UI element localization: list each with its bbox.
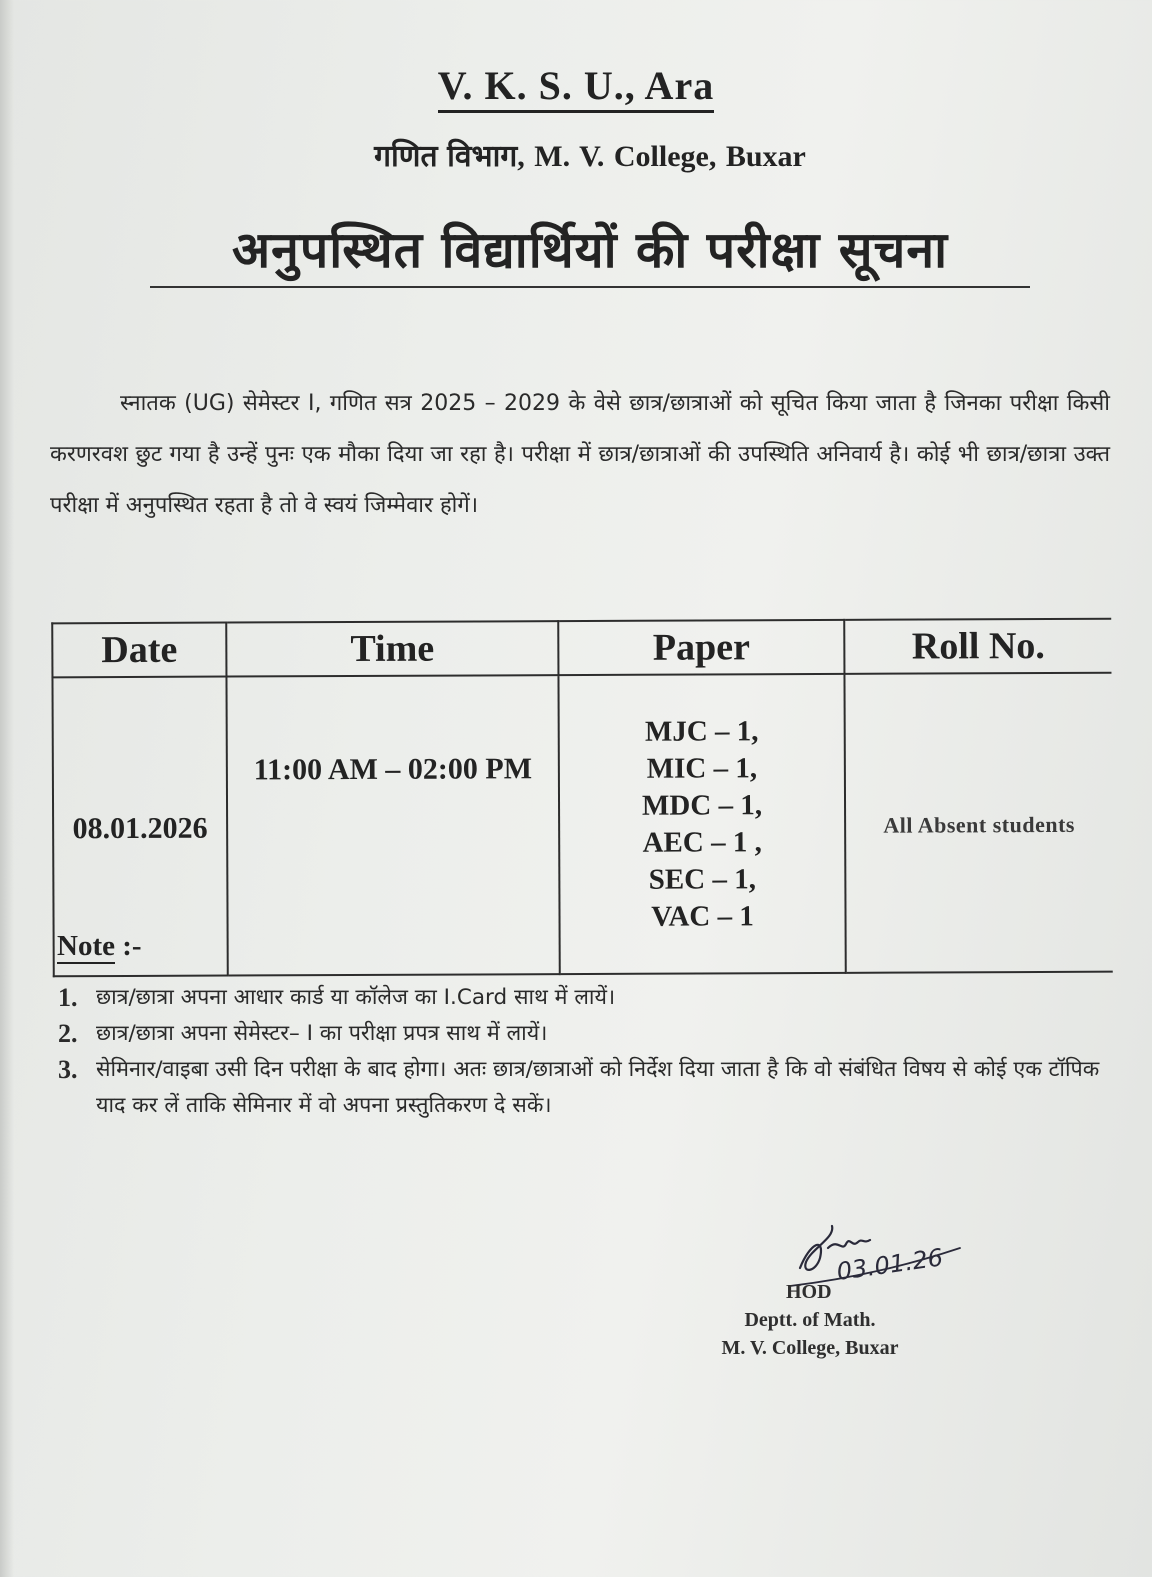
- signature-date: 03.01.26: [834, 1243, 945, 1286]
- note-text: सेमिनार/वाइबा उसी दिन परीक्षा के बाद होगा। अतः छात्र/छात्राओं को निर्देश दिया जाता है कि वो संबंधित विषय से कोई एक टॉपिक याद कर लें ताकि सेमिनार में वो अपना प्रस्तुतिकरण दे सकें।: [96, 1057, 1100, 1118]
- cell-date: 08.01.2026: [52, 677, 227, 977]
- paper-item: MDC – 1,: [641, 788, 763, 822]
- cell-time: 11:00 AM – 02:00 PM: [226, 675, 559, 975]
- list-item: [58, 1016, 1118, 1052]
- cell-papers: [558, 674, 845, 974]
- paper-item: AEC – 1 ,: [642, 825, 762, 859]
- note-heading-suffix: :-: [114, 930, 142, 962]
- signatory-designation: HOD: [786, 1281, 832, 1303]
- notice-paragraph: स्नातक (UG) सेमेस्टर I, गणित सत्र 2025 – 2029 के वेसे छात्र/छात्राओं को सूचित किया जाता है जिनका परीक्षा किसी करणरवश छुट गया है उन्हें पुनः एक मौका दिया जा रहा है। परीक्षा में छात्र/छात्राओं की उपस्थिति अनिवार्य है। कोई भी छात्र/छात्रा उक्त परीक्षा में अनुपस्थित रहता है तो वे स्वयं जिम्मेवार होगें।: [50, 391, 1110, 518]
- signatory-block: [700, 1278, 920, 1362]
- header-date: Date: [52, 623, 226, 678]
- university-name: V. K. S. U., Ara: [0, 62, 1152, 109]
- table-row: [52, 673, 1112, 977]
- table-header-row: [52, 619, 1111, 678]
- paper-item: SEC – 1,: [648, 862, 757, 896]
- note-heading: [57, 930, 142, 963]
- department-line: गणित विभाग, M. V. College, Buxar: [374, 140, 806, 173]
- list-item: [58, 1052, 1118, 1124]
- roll-no-value: All Absent students: [883, 811, 1076, 838]
- cell-roll-no: [844, 673, 1112, 973]
- note-number: 2.: [58, 1019, 78, 1048]
- note-text: छात्र/छात्रा अपना सेमेस्टर– I का परीक्षा प्रपत्र साथ में लायें।: [96, 1021, 548, 1046]
- notice-title: अनुपस्थित विद्यार्थियों की परीक्षा सूचना: [150, 218, 1030, 288]
- paper-item: MJC – 1,: [644, 714, 759, 748]
- header-time: Time: [226, 621, 558, 676]
- header-roll-no: Roll No.: [844, 619, 1111, 674]
- paper-item: MIC – 1,: [646, 751, 758, 785]
- paper-item: VAC – 1: [651, 899, 754, 933]
- header-paper: Paper: [558, 620, 844, 675]
- signatory-dept: Deptt. of Math.: [744, 1309, 876, 1331]
- exam-schedule-table: [51, 618, 1113, 978]
- note-number: 1.: [58, 983, 78, 1012]
- signatory-college: M. V. College, Buxar: [721, 1337, 899, 1359]
- note-list: [58, 980, 1118, 1124]
- paper-edge-shadow: [0, 0, 14, 1577]
- note-heading-label: Note: [57, 930, 115, 962]
- list-item: [58, 980, 1118, 1016]
- note-number: 3.: [58, 1055, 78, 1084]
- note-text: छात्र/छात्रा अपना आधार कार्ड या कॉलेज का I.Card साथ में लायें।: [96, 985, 616, 1010]
